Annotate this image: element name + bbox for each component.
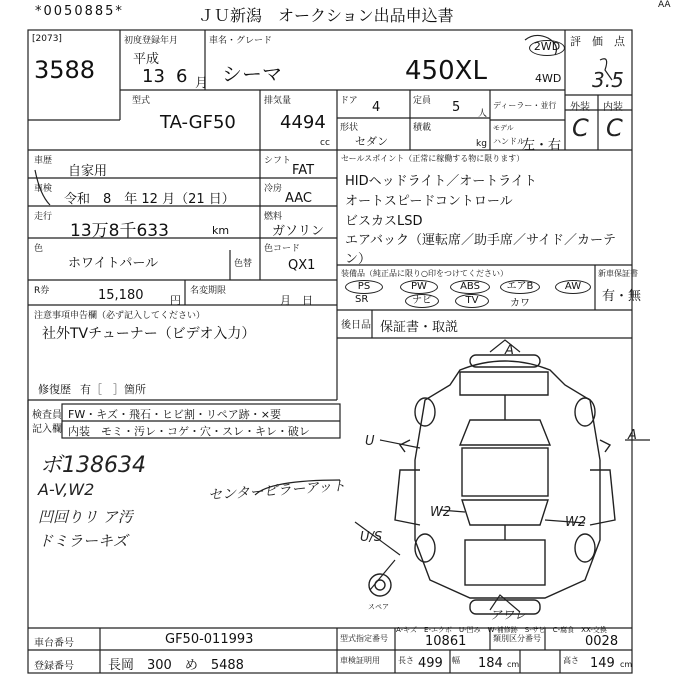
vehicle-name: シーマ <box>222 62 282 86</box>
height-unit: cm <box>620 660 633 669</box>
height-value: 149 <box>590 656 615 671</box>
score-value: 3.5 <box>592 68 624 92</box>
handwritten-note: ドミラーキズ <box>38 532 128 550</box>
plate-number: 長岡 300 め 5488 <box>108 658 244 673</box>
vehicle-name-label: 車名・グレード <box>209 36 273 46</box>
chassis-label: 車台番号 <box>34 638 74 649</box>
width-value: 184 <box>478 656 503 671</box>
score-label: 評 価 点 <box>570 35 625 48</box>
lot-number: 3588 <box>34 56 96 84</box>
category-number: 0028 <box>585 634 619 649</box>
fuel-label: 燃料 <box>264 212 283 222</box>
diagram-mark: A <box>628 428 637 443</box>
handwritten-note: 凹回りリ ア汚 <box>38 508 133 526</box>
doors-label: ドア <box>340 96 358 106</box>
shift-label: シフト <box>264 156 292 166</box>
car-diagram <box>369 355 615 614</box>
sales-point-line: HIDヘッドライト／オートライト <box>345 174 537 189</box>
exterior-grade: C <box>572 114 589 142</box>
capacity: 5 <box>452 100 461 115</box>
mileage: 13万8千633 <box>70 221 169 241</box>
equip-navi: ナビ <box>405 294 439 308</box>
registration-label: 初度登録年月 <box>124 36 179 46</box>
height-label: 高さ <box>563 656 579 665</box>
spare-label: スペア <box>368 603 389 611</box>
cc-unit: cc <box>320 138 330 148</box>
plate-label: 登録番号 <box>34 661 74 672</box>
sales-points-label: セールスポイント（正常に稼働する物に限ります） <box>341 154 525 163</box>
width-label: 幅 <box>452 656 460 665</box>
drive-2wd: 2WD <box>529 40 565 56</box>
sales-point-line: エアバック（運転席／助手席／サイド／カーテ <box>345 233 617 248</box>
color-change-label: 色替 <box>234 259 253 269</box>
handwritten-note: センターピラーアット <box>207 478 347 504</box>
approval-label: 型式指定番号 <box>340 634 388 643</box>
drive-4wd: 4WD <box>535 72 562 85</box>
handle-label: ハンドル <box>493 137 525 146</box>
registration-month-unit: 月 <box>195 76 209 91</box>
load-label: 積載 <box>413 123 432 133</box>
recycle-fee: 15,180 <box>98 288 144 303</box>
rear-label: 後日品 <box>341 320 371 331</box>
mileage-unit: km <box>212 224 230 237</box>
remarks-label: 注意事項申告欄（必ず記入してください） <box>34 311 206 321</box>
sales-point-line: ビスカスLSD <box>345 214 423 229</box>
category-label: 類別区分番号 <box>493 634 541 643</box>
registration-year: 13 <box>142 66 165 87</box>
model-label: 型式 <box>132 96 151 106</box>
color-code: QX1 <box>288 258 316 273</box>
registration-era: 平成 <box>133 52 160 67</box>
approval-number: 10861 <box>425 634 467 649</box>
rear-items: 保証書・取説 <box>380 320 459 335</box>
shape-label: 形状 <box>340 123 359 133</box>
sales-point-line: オートスピードコントロール <box>345 194 513 209</box>
equipment-label: 装備品（純正品に限り○印をつけてください） <box>341 269 508 278</box>
shape: セダン <box>355 135 389 148</box>
handwritten-note: ボ138634 <box>40 453 146 478</box>
diagram-mark: W2 <box>565 515 587 530</box>
displacement-label: 排気量 <box>264 96 292 106</box>
interior-label: 内装 <box>603 102 623 113</box>
inspection-date: 令和 8 年 12 月（21 日） <box>64 192 235 207</box>
serial-barcode: *0050885* <box>35 4 124 19</box>
color-code-label: 色コード <box>264 244 301 254</box>
inspection-label: 車検 <box>34 184 53 194</box>
chassis-number: GF50-011993 <box>165 632 254 647</box>
load-unit: kg <box>476 139 487 149</box>
size-label: 車検証明用 <box>340 656 380 665</box>
recycle-label: R券 <box>34 286 50 296</box>
length-unit: cm <box>507 660 520 669</box>
registration-month: 6 <box>176 66 188 87</box>
equip-abs: ABS <box>450 280 490 294</box>
capacity-label: 定員 <box>413 96 432 106</box>
displacement: 4494 <box>280 112 326 133</box>
diagram-legend: A-キズ E-エクボ U-凹み W-補修跡 S-サビ C-腐食 XX-交換 <box>396 626 607 634</box>
color: ホワイトパール <box>68 256 159 271</box>
interior-grade: C <box>606 114 623 142</box>
equip-sr: SR <box>355 294 369 305</box>
date-corner: AA <box>658 0 671 10</box>
inspector-label-2: 記入欄 <box>32 424 62 435</box>
recycle-unit: 円 <box>170 294 181 307</box>
fuel: ガソリン <box>272 224 325 239</box>
name-change-label: 名変期限 <box>190 286 227 296</box>
dealer-label: ディーラー・並行 <box>493 101 557 110</box>
usage: 自家用 <box>68 164 108 179</box>
vehicle-grade: 450XL <box>405 56 487 86</box>
sales-point-line: ン） <box>345 252 372 267</box>
warranty-label: 新車保証書 <box>598 269 638 278</box>
ac: AAC <box>285 191 312 206</box>
name-change: 月 日 <box>280 294 313 307</box>
remarks-text: 社外TVチューナー（ビデオ入力） <box>42 326 256 342</box>
equip-aw: AW <box>555 280 591 294</box>
equip-tv: TV <box>455 294 489 308</box>
repair-label: 修復歴 <box>38 383 71 396</box>
length-label: 長さ <box>398 656 414 665</box>
form-title: ＪＵ新潟 オークション出品申込書 <box>198 6 454 25</box>
diagram-mark: A <box>505 343 514 358</box>
inspector-legend-row2: 内装 モミ・汚レ・コゲ・穴・スレ・キレ・破レ <box>68 425 310 438</box>
inspector-legend-row1: FW・キズ・飛石・ヒビ割・リペア跡・×要 <box>68 408 281 421</box>
inspector-label: 検査員 <box>32 410 62 421</box>
diagram-mark: アワレ <box>490 608 527 622</box>
equip-airbag: エアB <box>500 280 540 294</box>
ac-label: 冷房 <box>264 184 283 194</box>
diagram-mark: W2 <box>430 505 452 520</box>
equip-ps: PS <box>345 280 383 294</box>
model-code: TA-GF50 <box>160 112 236 133</box>
shift: FAT <box>292 163 315 178</box>
capacity-unit: 人 <box>478 109 488 119</box>
diagram-mark: U <box>365 434 375 449</box>
handle: 左・右 <box>522 138 562 153</box>
model-small: モデル <box>493 124 514 132</box>
warranty: 有・無 <box>602 289 642 304</box>
diagram-mark: U/S <box>360 530 383 545</box>
mileage-label: 走行 <box>34 212 53 222</box>
repair-value: 有［ ］箇所 <box>80 383 146 396</box>
usage-label: 車歴 <box>34 156 53 166</box>
equip-pw: PW <box>400 280 438 294</box>
lot-small: [2073] <box>32 34 62 44</box>
exterior-label: 外装 <box>570 102 590 113</box>
handwritten-note: A-V,W2 <box>38 480 95 499</box>
equip-leather: カワ <box>510 298 530 309</box>
color-label: 色 <box>34 244 44 254</box>
length-value: 499 <box>418 656 443 671</box>
doors: 4 <box>372 100 381 115</box>
